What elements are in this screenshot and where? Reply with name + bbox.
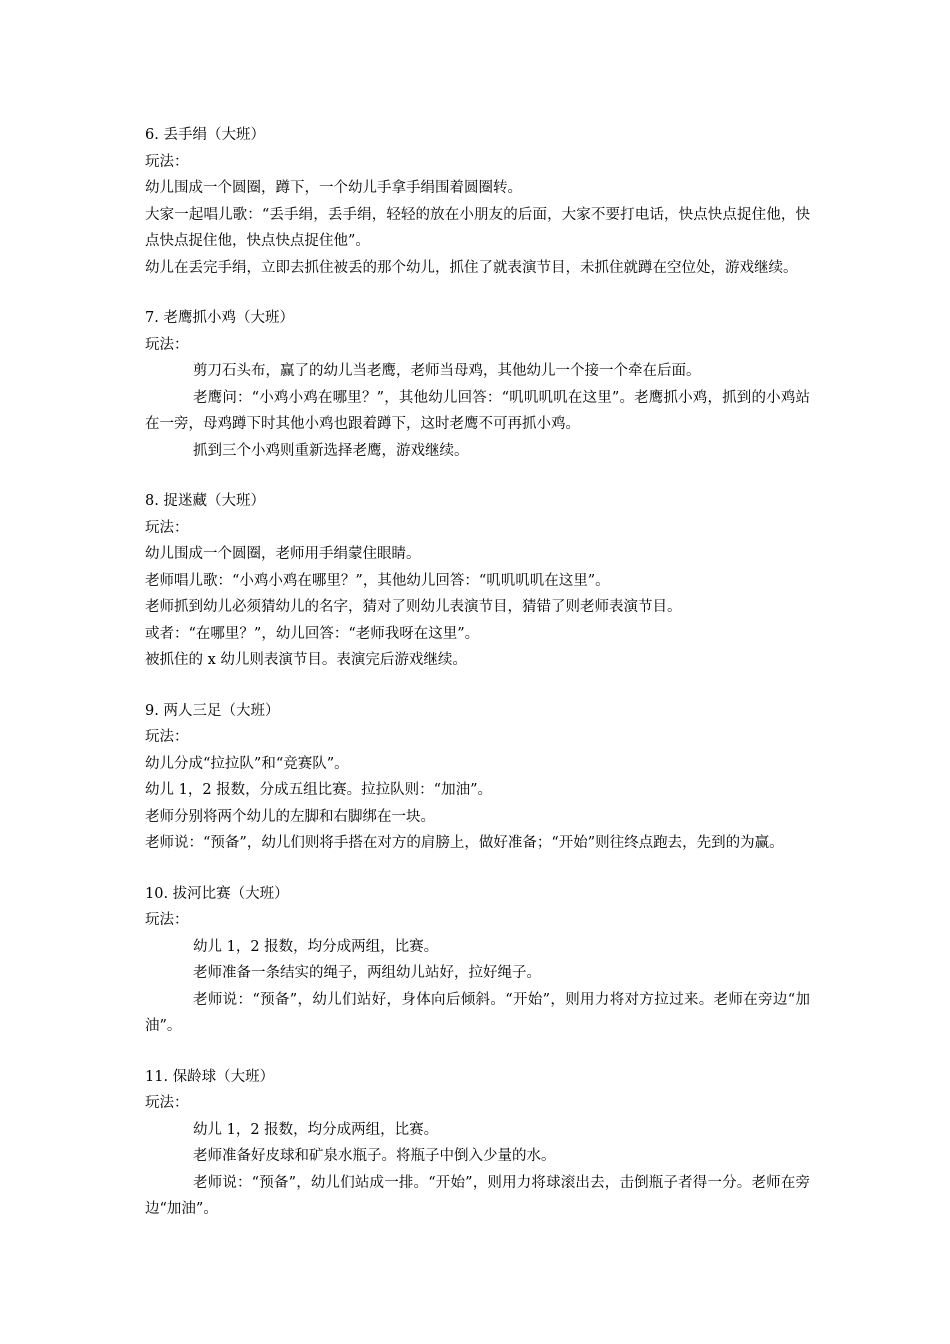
section-line: 老师唱儿歌：“小鸡小鸡在哪里？”，其他幼儿回答：“叽叽叽叽在这里”。 — [145, 572, 610, 589]
section-line: 幼儿分成“拉拉队”和“竞赛队”。 — [145, 755, 349, 772]
section-line: 玩法： — [145, 1095, 189, 1111]
section-line: 幼儿围成一个圆圈，老师用手绢蒙住眼睛。 — [145, 546, 421, 562]
section-line: 抓到三个小鸡则重新选择老鹰，游戏继续。 — [193, 442, 469, 459]
section-line: 幼儿 1，2 报数，均分成两组，比赛。 — [193, 938, 439, 955]
section-title: 7. 老鹰抓小鸡（大班） — [145, 310, 294, 326]
section-line: 玩法： — [145, 912, 189, 928]
section-line: 老师分别将两个幼儿的左脚和右脚绑在一块。 — [145, 808, 435, 825]
section-line: 老师准备一条结实的绳子，两组幼儿站好，拉好绳子。 — [193, 965, 541, 981]
section-line: 被抓住的 x 幼儿则表演节目。表演完后游戏继续。 — [145, 652, 467, 668]
section-baolingqiu — [145, 1064, 810, 1223]
section-line: 幼儿 1，2 报数，分成五组比赛。拉拉队则：“加油”。 — [145, 782, 492, 798]
section-line: 幼儿在丢完手绢，立即去抓住被丢的那个幼儿，抓住了就表演节目，未抓住就蹲在空位处，游戏继续。 — [145, 259, 798, 276]
section-line: 剪刀石头布，赢了的幼儿当老鹰，老师当母鸡，其他幼儿一个接一个牵在后面。 — [193, 363, 701, 379]
section-bahe-bisai — [145, 881, 810, 1040]
section-line: 玩法： — [145, 336, 189, 353]
section-title: 8. 捉迷藏（大班） — [145, 493, 265, 509]
section-line: 老鹰问：“小鸡小鸡在哪里？”，其他幼儿回答：“叽叽叽叽在这里”。老鹰抓小鸡，抓到的小鸡站在一旁，母鸡蹲下时其他小鸡也跟着蹲下，这时老鹰不可再抓小鸡。 — [145, 389, 810, 432]
section-title: 6. 丢手绢（大班） — [145, 127, 265, 143]
section-line: 大家一起唱儿歌：“丢手绢，丢手绢，轻轻的放在小朋友的后面，大家不要打电话，快点快点捉住他，快点快点捉住他，快点快点捉住他”。 — [145, 206, 810, 249]
section-line: 或者：“在哪里？”，幼儿回答：“老师我呀在这里”。 — [145, 625, 480, 642]
section-line: 老师说：“预备”，幼儿们站成一排。“开始”，则用力将球滚出去，击倒瓶子者得一分。老师在旁边“加油”。 — [145, 1174, 810, 1217]
section-line: 幼儿 1，2 报数，均分成两组，比赛。 — [193, 1121, 439, 1138]
section-diu-shoujuan — [145, 122, 810, 281]
section-zhuo-micang — [145, 488, 810, 674]
section-line: 老师抓到幼儿必须猜幼儿的名字，猜对了则幼儿表演节目，猜错了则老师表演节目。 — [145, 599, 682, 615]
section-line: 玩法： — [145, 729, 189, 745]
section-line: 玩法： — [145, 519, 189, 536]
section-title: 9. 两人三足（大班） — [145, 702, 280, 719]
section-title: 10. 拔河比赛（大班） — [145, 885, 289, 902]
section-liangren-sanzu — [145, 698, 810, 857]
section-title: 11. 保龄球（大班） — [145, 1068, 275, 1085]
section-line: 老师说：“预备”，幼儿们站好，身体向后倾斜。“开始”，则用力将对方拉过来。老师在旁边“加油”。 — [145, 991, 810, 1034]
section-laoying-zhua-xiaoji — [145, 305, 810, 464]
section-line: 老师准备好皮球和矿泉水瓶子。将瓶子中倒入少量的水。 — [193, 1148, 556, 1164]
section-line: 幼儿围成一个圆圈，蹲下，一个幼儿手拿手绢围着圆圈转。 — [145, 180, 522, 196]
section-line: 玩法： — [145, 153, 189, 170]
section-line: 老师说：“预备”，幼儿们则将手搭在对方的肩膀上，做好准备；“开始”则往终点跑去，先到的为赢。 — [145, 835, 784, 851]
